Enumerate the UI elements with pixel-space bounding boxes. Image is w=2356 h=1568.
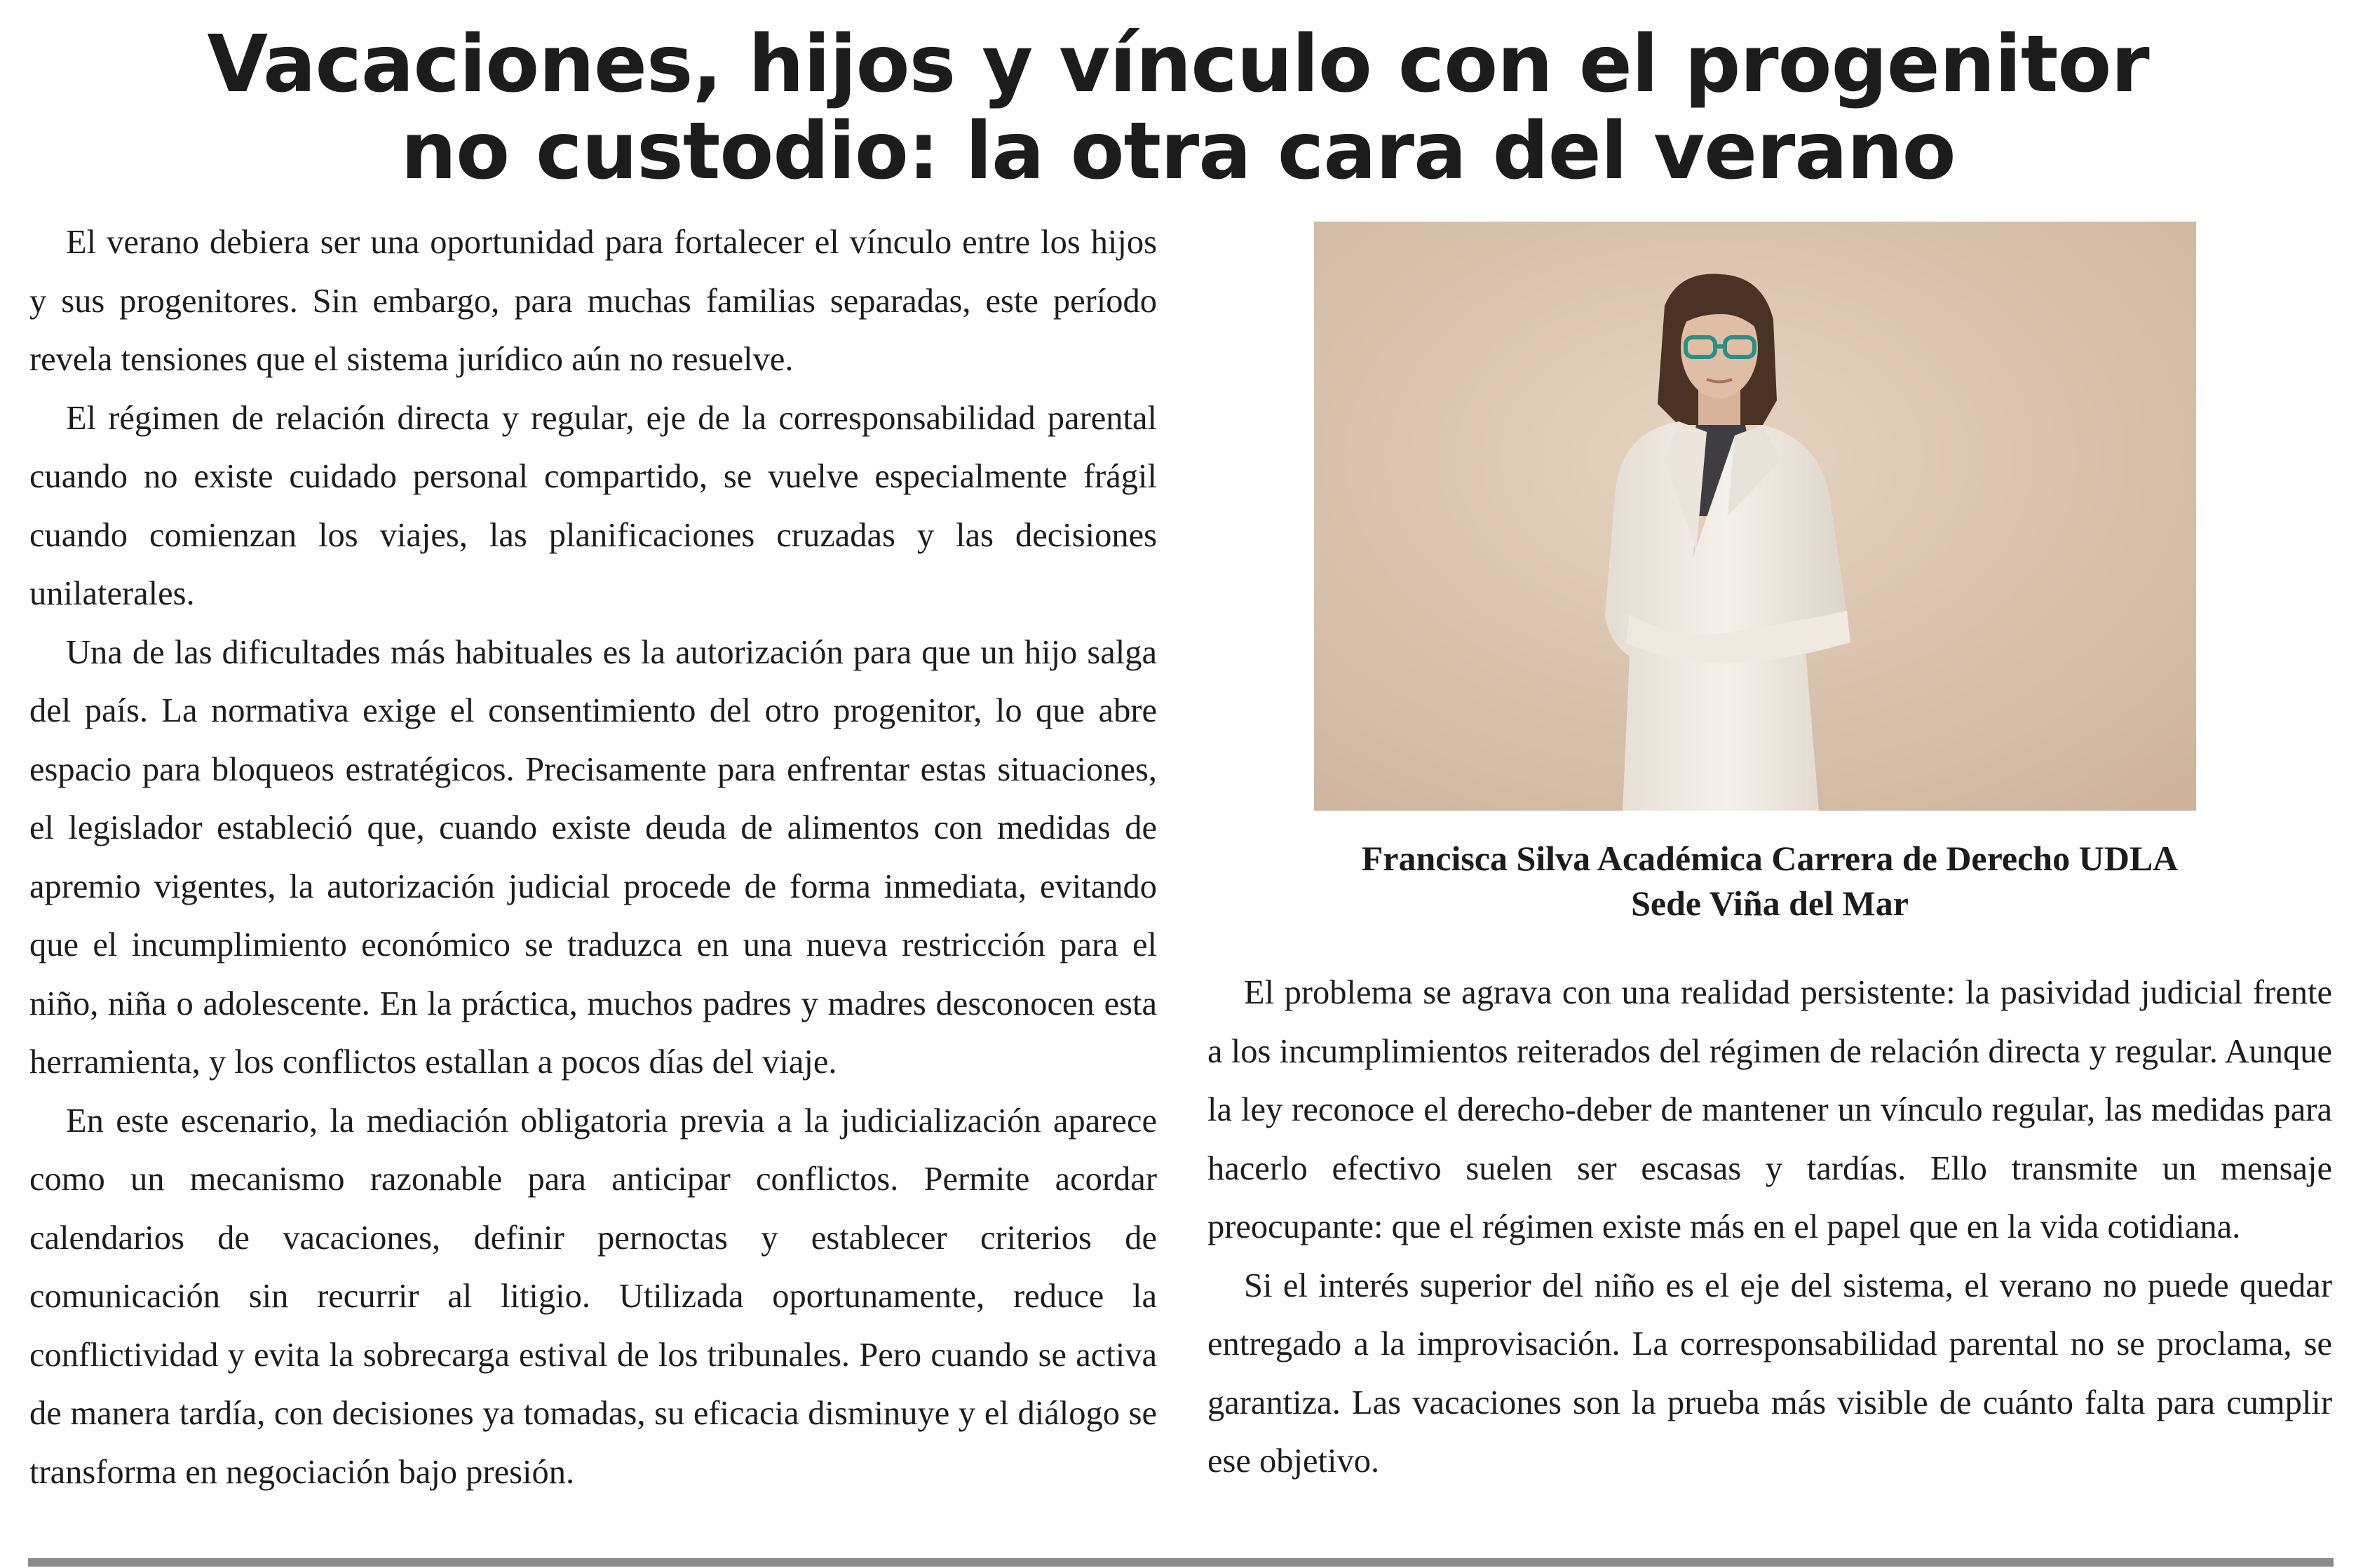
caption-line-1: Francisca Silva Académica Carrera de Derecho UDLA (1361, 839, 2179, 878)
bottom-rule (28, 1558, 2334, 1567)
author-photo (1314, 222, 2196, 811)
right-column (1207, 964, 2332, 1491)
body-paragraph: Si el interés superior del niño es el eje del sistema, el verano no puede quedar entregado a la improvisación. La corresponsabilidad parental no se proclama, se garantiza. Las vacaciones son la prueba más visible de cuánto falta para cumplir ese objetivo. (1207, 1266, 2332, 1480)
body-paragraph: En este escenario, la mediación obligatoria previa a la judicialización aparece como un mecanismo razonable para anticipar conflictos. Permite acordar calendarios de vacaciones, definir pernoctas y establecer criterios de comunicación sin recurrir al litigio. Utilizada oportunamente, reduce la conflictividad y evita la sobrecarga estival de los tribunales. Pero cuando se activa de manera tardía, con decisiones ya tomadas, su eficacia disminuye y el diálogo se transforma en negociación bajo presión. (29, 1102, 1157, 1491)
headline-line-1: Vacaciones, hijos y vínculo con el progenitor (207, 19, 2149, 110)
jacket (1605, 421, 1847, 811)
caption-line-2: Sede Viña del Mar (1631, 884, 1909, 923)
body-paragraph: Una de las dificultades más habituales es la autorización para que un hijo salga del país. La normativa exige el consentimiento del otro progenitor, lo que abre espacio para bloqueos estratégicos. Precisamente para enfrentar estas situaciones, el legislador estableció que, cuando existe deuda de alimentos con medidas de apremio vigentes, la autorización judicial procede de forma inmediata, evitando que el incumplimiento económico se traduzca en una nueva restricción para el niño, niña o adolescente. En la práctica, muchos padres y madres desconocen esta herramienta, y los conflictos estallan a pocos días del viaje. (29, 633, 1157, 1081)
body-paragraph: El problema se agrava con una realidad persistente: la pasividad judicial frente a los incumplimientos reiterados del régimen de relación directa y regular. Aunque la ley reconoce el derecho-deber de mantener un vínculo regular, las medidas para hacerlo efectivo suelen ser escasas y tardías. Ello transmite un mensaje preocupante: que el régimen existe más en el papel que en la vida cotidiana. (1207, 974, 2332, 1245)
photo-caption (1207, 836, 2332, 926)
article-headline (0, 21, 2356, 195)
body-paragraph: El régimen de relación directa y regular, eje de la corresponsabilidad parental cuando no existe cuidado personal compartido, se vuelve especialmente frágil cuando comienzan los viajes, las planificaciones cruzadas y las decisiones unilaterales. (29, 399, 1157, 612)
left-column (29, 213, 1157, 1501)
body-paragraph: El verano debiera ser una oportunidad para fortalecer el vínculo entre los hijos y sus progenitores. Sin embargo, para muchas familias separadas, este período revela tensiones que el sistema jurídico aún no resuelve. (29, 224, 1157, 378)
portrait-illustration (1314, 222, 2196, 811)
headline-line-2: no custodio: la otra cara del verano (400, 106, 1956, 197)
